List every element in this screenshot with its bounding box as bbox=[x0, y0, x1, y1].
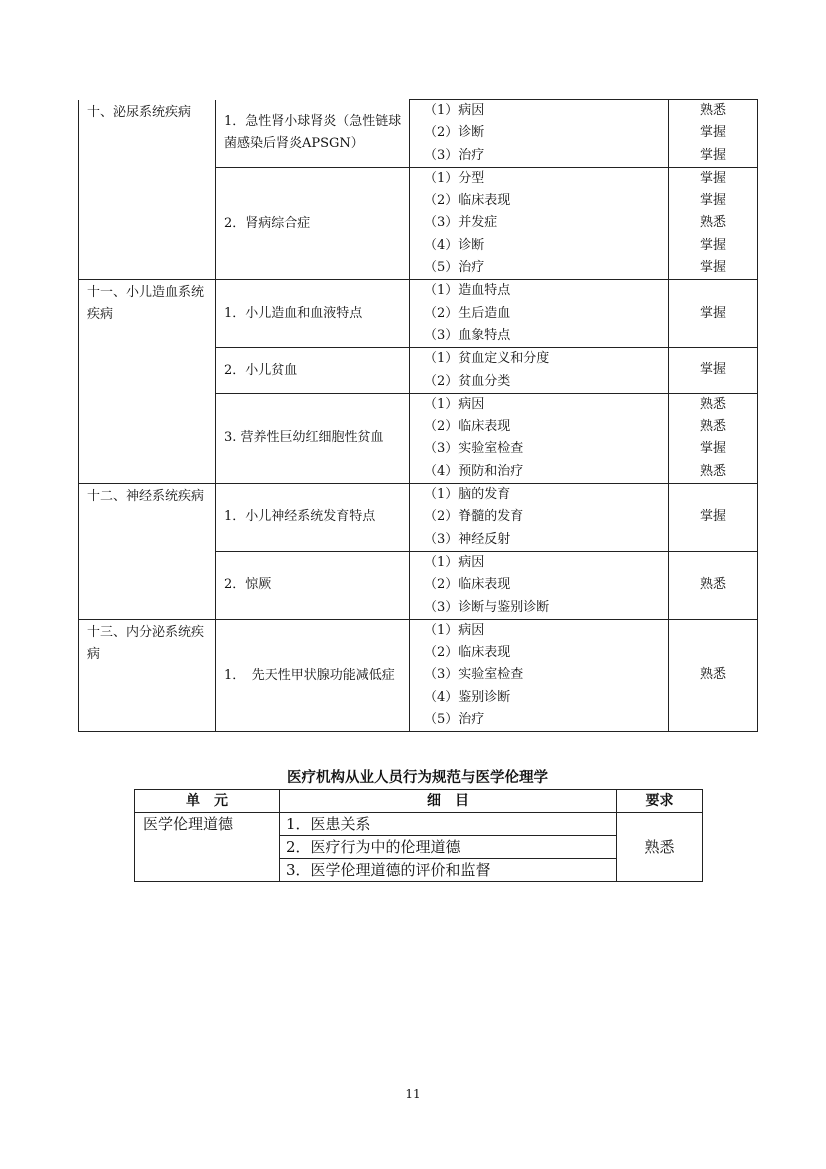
item-line: （2）临床表现 bbox=[424, 193, 511, 209]
topic-cell: 2．肾病综合症 bbox=[216, 167, 410, 279]
requirement-cell bbox=[669, 551, 758, 619]
item-line: （1）造血特点 bbox=[424, 283, 511, 299]
requirement-line: 掌握 bbox=[699, 441, 726, 457]
requirement-line: 掌握 bbox=[699, 170, 726, 186]
table-row bbox=[79, 100, 758, 168]
item-line: （2）脊髓的发育 bbox=[424, 509, 524, 525]
requirement-line: 掌握 bbox=[699, 125, 726, 141]
unit-cell: 医学伦理道德 bbox=[135, 813, 280, 882]
item-line: （4）鉴别诊断 bbox=[424, 689, 511, 705]
requirement-line: 掌握 bbox=[699, 362, 726, 378]
requirement-line: 熟悉 bbox=[699, 577, 726, 593]
page-number: 11 bbox=[405, 1087, 421, 1101]
item-line: （4）预防和治疗 bbox=[424, 463, 524, 479]
items-cell bbox=[410, 348, 669, 394]
item-line: （4）诊断 bbox=[424, 237, 485, 253]
item-line: （3）实验室检查 bbox=[424, 441, 524, 457]
requirement-line: 掌握 bbox=[699, 305, 726, 321]
requirement-line: 掌握 bbox=[699, 193, 726, 209]
items-cell bbox=[410, 393, 669, 483]
requirement-cell bbox=[669, 619, 758, 731]
unit-cell: 十一、小儿造血系统疾病 bbox=[79, 280, 216, 484]
header-detail: 细 目 bbox=[280, 790, 617, 813]
topic-cell: 2．小儿贫血 bbox=[216, 348, 410, 394]
requirement-cell: 熟悉 bbox=[617, 813, 703, 882]
topic-cell: 1．小儿造血和血液特点 bbox=[216, 280, 410, 348]
topic-cell: 1．小儿神经系统发育特点 bbox=[216, 484, 410, 552]
item-line: （3）实验室检查 bbox=[424, 667, 524, 683]
requirement-line: 熟悉 bbox=[699, 667, 726, 683]
item-line: （1）病因 bbox=[424, 622, 485, 638]
requirement-cell bbox=[669, 348, 758, 394]
item-line: （2）临床表现 bbox=[424, 645, 511, 661]
items-cell bbox=[410, 619, 669, 731]
requirement-cell bbox=[669, 100, 758, 168]
table-row bbox=[79, 484, 758, 552]
requirement-line: 掌握 bbox=[699, 147, 726, 163]
item-line: （1）病因 bbox=[424, 103, 485, 118]
unit-cell: 十、泌尿系统疾病 bbox=[79, 100, 216, 280]
item-line: （5）治疗 bbox=[424, 712, 485, 728]
item-line: （2）诊断 bbox=[424, 125, 485, 141]
requirement-line: 掌握 bbox=[699, 237, 726, 253]
syllabus-table bbox=[78, 99, 758, 732]
requirement-line: 熟悉 bbox=[699, 103, 726, 118]
item-line: （1）分型 bbox=[424, 170, 485, 186]
detail-cell: 2．医疗行为中的伦理道德 bbox=[280, 836, 617, 859]
header-unit: 单 元 bbox=[135, 790, 280, 813]
detail-cell: 1．医患关系 bbox=[280, 813, 617, 836]
requirement-cell bbox=[669, 484, 758, 552]
item-line: （5）治疗 bbox=[424, 260, 485, 276]
items-cell bbox=[410, 280, 669, 348]
requirement-line: 熟悉 bbox=[699, 463, 726, 479]
requirement-cell bbox=[669, 280, 758, 348]
items-cell bbox=[410, 484, 669, 552]
item-line: （3）治疗 bbox=[424, 147, 485, 163]
requirement-cell bbox=[669, 167, 758, 279]
item-line: （1）脑的发育 bbox=[424, 487, 511, 503]
unit-cell: 十二、神经系统疾病 bbox=[79, 484, 216, 620]
table-header-row bbox=[135, 790, 703, 813]
unit-cell: 十三、内分泌系统疾病 bbox=[79, 619, 216, 731]
topic-cell: 1． 先天性甲状腺功能减低症 bbox=[216, 619, 410, 731]
item-line: （1）病因 bbox=[424, 396, 485, 412]
item-line: （2）生后造血 bbox=[424, 305, 511, 321]
table-row bbox=[79, 280, 758, 348]
detail-cell: 3．医学伦理道德的评价和监督 bbox=[280, 859, 617, 882]
requirement-line: 熟悉 bbox=[699, 215, 726, 231]
requirement-cell bbox=[669, 393, 758, 483]
header-requirement: 要求 bbox=[617, 790, 703, 813]
item-line: （1）贫血定义和分度 bbox=[424, 351, 550, 367]
table-row bbox=[135, 813, 703, 836]
ethics-table bbox=[134, 789, 703, 882]
items-cell bbox=[410, 551, 669, 619]
item-line: （1）病因 bbox=[424, 554, 485, 570]
requirement-line: 熟悉 bbox=[699, 419, 726, 435]
item-line: （3）神经反射 bbox=[424, 531, 511, 547]
item-line: （3）诊断与鉴别诊断 bbox=[424, 599, 550, 615]
item-line: （2）临床表现 bbox=[424, 577, 511, 593]
requirement-line: 熟悉 bbox=[699, 396, 726, 412]
item-line: （2）贫血分类 bbox=[424, 373, 511, 389]
item-line: （3）并发症 bbox=[424, 215, 498, 231]
item-line: （3）血象特点 bbox=[424, 327, 511, 343]
requirement-line: 掌握 bbox=[699, 260, 726, 276]
items-cell bbox=[410, 100, 669, 168]
item-line: （2）临床表现 bbox=[424, 419, 511, 435]
section-title: 医疗机构从业人员行为规范与医学伦理学 bbox=[287, 770, 548, 786]
topic-cell: 3. 营养性巨幼红细胞性贫血 bbox=[216, 393, 410, 483]
topic-cell: 2．惊厥 bbox=[216, 551, 410, 619]
table-row bbox=[79, 619, 758, 731]
items-cell bbox=[410, 167, 669, 279]
topic-cell: 1．急性肾小球肾炎（急性链球菌感染后肾炎APSGN） bbox=[216, 100, 410, 168]
requirement-line: 掌握 bbox=[699, 509, 726, 525]
